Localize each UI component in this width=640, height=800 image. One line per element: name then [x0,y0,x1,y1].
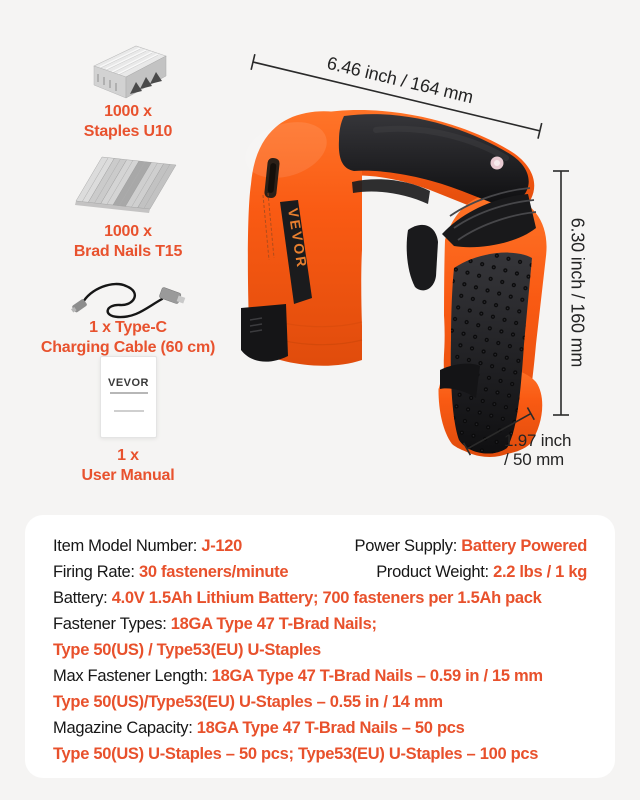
accessory-name: User Manual [81,467,175,484]
dimension-height-label: 6.30 inch / 160 mm [567,217,588,368]
spec-label: Power Supply: [354,537,462,555]
brand-logo-text: VEVOR [285,206,311,271]
spec-value: Type 50(US)/Type53(EU) U-Staples – 0.55 in / 14 mm [53,693,443,711]
spec-value: 18GA Type 47 T-Brad Nails – 0.59 in / 15 mm [211,667,543,685]
spec-value: 2.2 lbs / 1 kg [493,563,587,581]
spec-row-max-length-2 [53,689,593,715]
spec-label: Fastener Types: [53,615,171,633]
spec-row-battery [53,585,593,611]
spec-value: Type 50(US) / Type53(EU) U-Staples [53,641,321,659]
spec-value: 18GA Type 47 T-Brad Nails; [170,615,377,633]
manual-brand-text: VEVOR [107,377,149,389]
spec-value: 18GA Type 47 T-Brad Nails – 50 pcs [196,719,465,737]
accessory-name: Brad Nails T15 [73,243,183,260]
dimension-depth-label: 1.97 inch / 50 mm [504,431,572,469]
accessory-qty: 1 x Type-C [89,319,167,336]
spec-label: Battery: [53,589,112,607]
accessory-qty: 1 x [117,447,139,464]
accessory-qty: 1000 x [104,103,152,120]
spec-row-magazine-2 [53,741,593,767]
accessory-name: Staples U10 [83,123,173,140]
spec-label: Firing Rate: [53,563,139,581]
spec-value: Battery Powered [461,537,587,555]
spec-value: 4.0V 1.5Ah Lithium Battery; 700 fasteners per 1.5Ah pack [111,589,542,607]
spec-row-model-power [53,533,593,559]
accessory-qty: 1000 x [104,223,152,240]
spec-row-rate-weight [53,559,593,585]
spec-label: Item Model Number: [53,537,202,555]
spec-label: Magazine Capacity: [53,719,197,737]
spec-value: J-120 [201,537,243,555]
spec-row-fastener-types-2 [53,637,593,663]
spec-row-magazine [53,715,593,741]
spec-value: Type 50(US) U-Staples – 50 pcs; Type53(EU) U-Staples – 100 pcs [53,745,539,763]
dimension-width-label: 6.46 inch / 164 mm [325,52,476,108]
spec-label: Max Fastener Length: [53,667,212,685]
spec-row-max-length [53,663,593,689]
spec-panel [25,515,615,778]
spec-label: Product Weight: [376,563,494,581]
accessory-name: Charging Cable (60 cm) [40,339,216,356]
spec-value: 30 fasteners/minute [138,563,289,581]
spec-row-fastener-types [53,611,593,637]
